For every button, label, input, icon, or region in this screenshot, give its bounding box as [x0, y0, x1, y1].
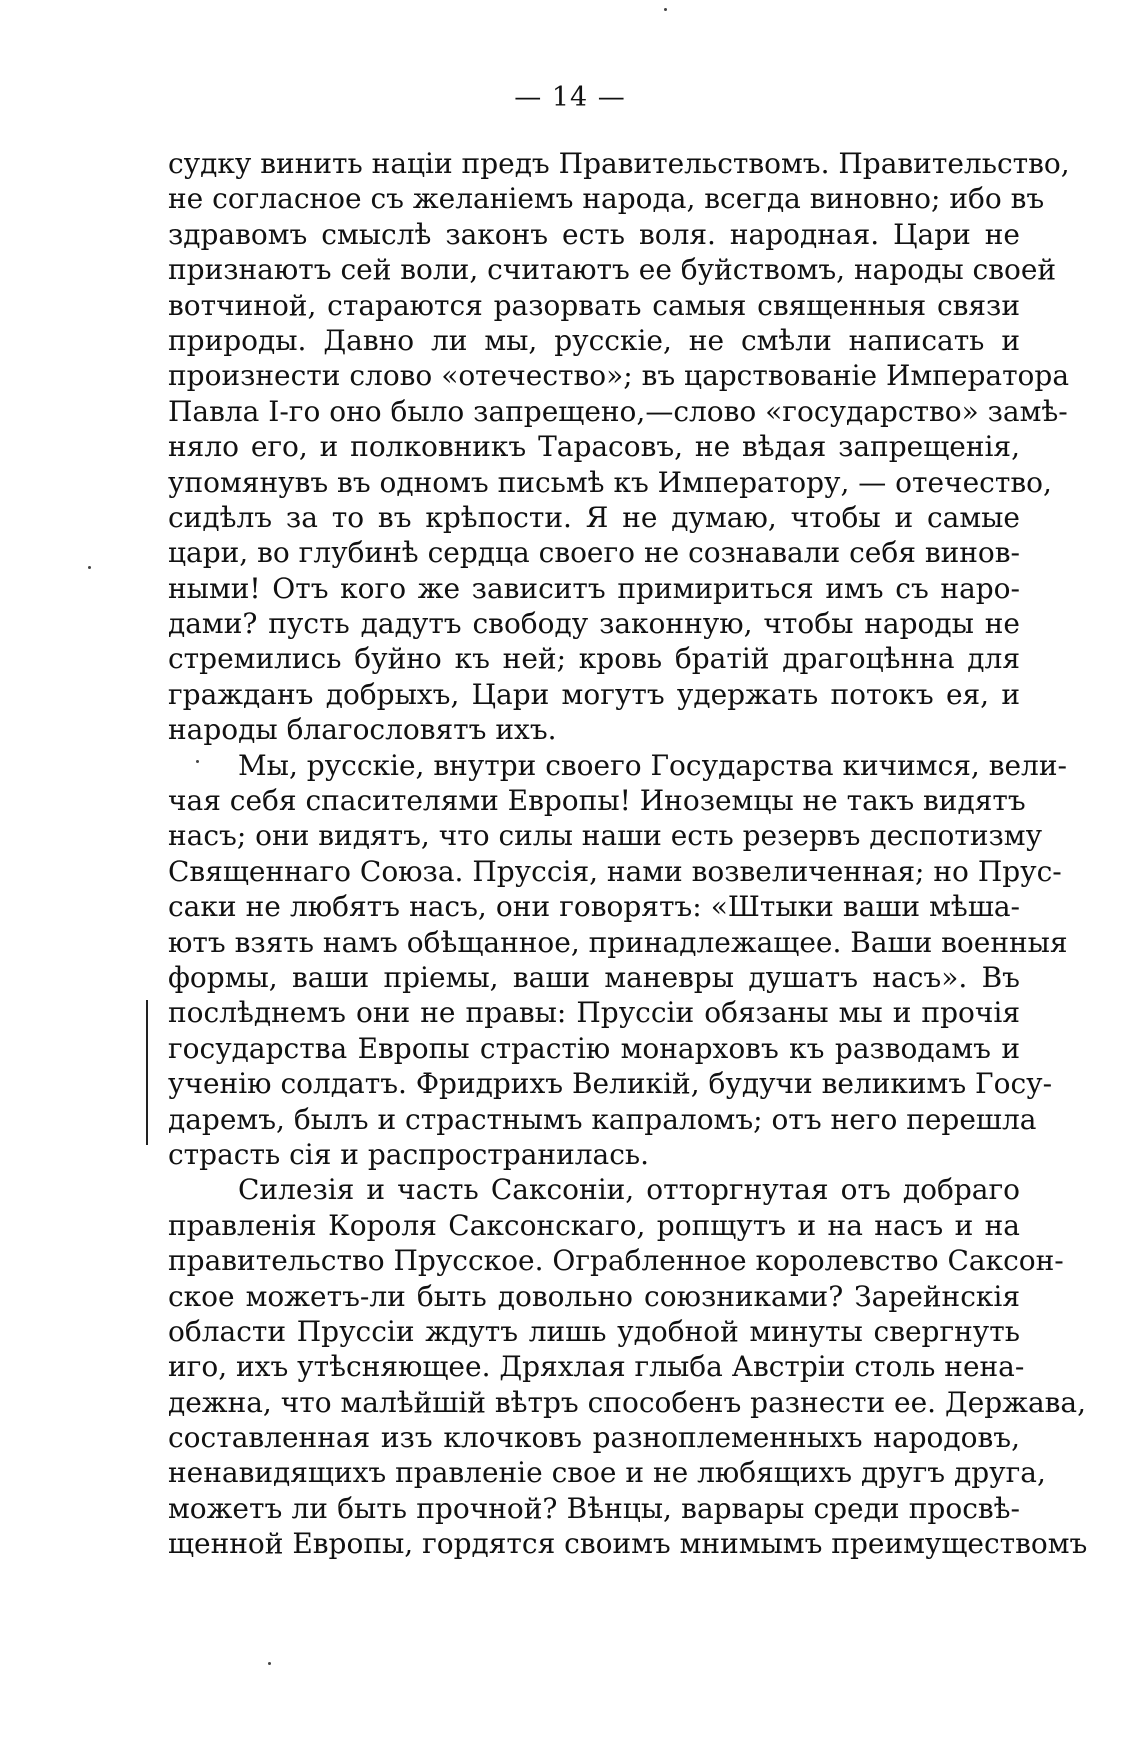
- text-line: стремились буйно къ ней; кровь братій драгоцѣнна для: [168, 642, 1020, 676]
- page-number: — 14 —: [514, 82, 626, 113]
- text-line: признаютъ сей воли, считаютъ ее буйствомъ, народы своей: [168, 253, 1057, 287]
- text-line: формы, ваши пріемы, ваши маневры душатъ насъ». Въ: [168, 960, 1020, 994]
- text-line: можетъ ли быть прочной? Вѣнцы, варвары среди просвѣ-: [168, 1491, 1020, 1525]
- text-line: природы. Давно ли мы, русскіе, не смѣли написать и: [168, 323, 1020, 357]
- text-line: правительство Прусское. Ограбленное королевство Саксон-: [168, 1244, 1064, 1278]
- text-line: Силезія и часть Саксоніи, отторгнутая отъ добраго: [238, 1173, 1020, 1207]
- text-line: насъ; они видятъ, что силы наши есть резервъ деспотизму: [168, 819, 1043, 853]
- ink-speck: [664, 8, 667, 11]
- text-line: саки не любятъ насъ, они говорятъ: «Штыки ваши мѣша-: [168, 890, 1020, 924]
- text-line: упомянувъ въ одномъ письмѣ къ Императору, — отечество,: [168, 465, 1052, 499]
- text-line: Павла I-го оно было запрещено,—слово «государство» замѣ-: [168, 394, 1068, 428]
- text-line: области Пруссіи ждутъ лишь удобной минуты свергнуть: [168, 1314, 1020, 1348]
- body-text: [168, 146, 1088, 1562]
- text-line: щенной Европы, гордятся своимъ мнимымъ преимуществомъ: [168, 1527, 1088, 1561]
- text-line: цари, во глубинѣ сердца своего не сознавали себя винов-: [168, 536, 1020, 570]
- text-line: произнести слово «отечество»; въ царствованіе Императора: [168, 359, 1070, 393]
- text-line: Мы, русскіе, внутри своего Государства кичимся, вели-: [238, 748, 1067, 782]
- text-line: ютъ взять намъ обѣщанное, принадлежащее. Ваши военныя: [168, 925, 1068, 959]
- text-line: здравомъ смыслѣ законъ есть воля. народная. Цари не: [168, 217, 1020, 251]
- text-line: сидѣлъ за то въ крѣпости. Я не думаю, чтобы и самые: [168, 500, 1020, 534]
- margin-mark: [146, 1000, 148, 1145]
- text-line: дами? пусть дадутъ свободу законную, чтобы народы не: [168, 607, 1020, 641]
- text-line: няло его, и полковникъ Тарасовъ, не вѣдая запрещенія,: [168, 430, 1020, 464]
- text-line: чая себя спасителями Европы! Иноземцы не такъ видятъ: [168, 784, 1026, 818]
- text-line: страсть сія и распространилась.: [168, 1137, 650, 1171]
- text-line: гражданъ добрыхъ, Цари могутъ удержать потокъ ея, и: [168, 677, 1020, 711]
- text-line: Священнаго Союза. Пруссія, нами возвеличенная; но Прус-: [168, 854, 1062, 888]
- text-line: ненавидящихъ правленіе свое и не любящихъ другъ друга,: [168, 1456, 1046, 1490]
- text-line: правленія Короля Саксонскаго, ропщутъ и на насъ и на: [168, 1208, 1020, 1242]
- text-line: судку винить націи предъ Правительствомъ. Правительство,: [168, 147, 1070, 180]
- text-line: народы благословятъ ихъ.: [168, 713, 557, 747]
- text-line: дежна, что малѣйшій вѣтръ способенъ разнести ее. Держава,: [168, 1385, 1087, 1419]
- text-line: послѣднемъ они не правы: Пруссіи обязаны мы и прочія: [168, 996, 1020, 1030]
- text-line: ными! Отъ кого же зависитъ примириться имъ съ наро-: [168, 571, 1020, 605]
- text-line: составленная изъ клочковъ разноплеменныхъ народовъ,: [168, 1421, 1020, 1455]
- text-line: даремъ, былъ и страстнымъ капраломъ; отъ него перешла: [168, 1102, 1037, 1136]
- text-line: ское можетъ-ли быть довольно союзниками? Зарейнскія: [168, 1279, 1020, 1313]
- ink-speck: [268, 1662, 271, 1665]
- text-line: не согласное съ желаніемъ народа, всегда виновно; ибо въ: [168, 182, 1045, 216]
- ink-speck: [88, 566, 91, 569]
- text-line: вотчиной, стараются разорвать самыя священныя связи: [168, 288, 1020, 322]
- text-line: государства Европы страстію монарховъ къ разводамъ и: [168, 1031, 1020, 1065]
- text-line: иго, ихъ утѣсняющее. Дряхлая глыба Австріи столь нена-: [168, 1350, 1025, 1384]
- text-line: ученію солдатъ. Фридрихъ Великій, будучи великимъ Госу-: [168, 1067, 1053, 1101]
